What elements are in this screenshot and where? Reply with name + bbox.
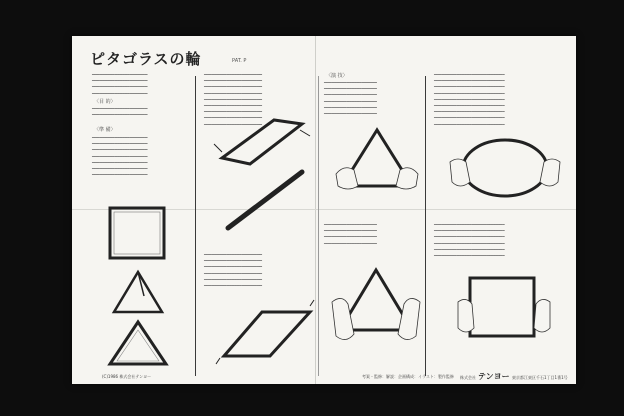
heading-prep: 〈準 備〉 <box>94 127 116 133</box>
heading-demo: 〈演 技〉 <box>326 73 348 79</box>
folded-triangle-figure <box>108 268 168 318</box>
credits: 考案・監修：解説：企画構成：イラスト：製作監修 <box>362 374 454 379</box>
square-frame-figure <box>104 204 174 264</box>
purpose-text: ━━━━━━━━━━━━━━━━━━━━━━ ━━━━━━━━━━━━━━━━━━━━━━ <box>92 106 148 118</box>
hands-holding-triangle-2 <box>330 262 422 352</box>
heading-purpose: 〈目 的〉 <box>94 99 116 105</box>
step2-text: ━━━━━━━━━━━━━━━━━━━━━━━ ━━━━━━━━━━━━━━━━━━━━━━━ ━━━━━━━━━━━━━━━━━━━━━━━ ━━━━━━━━━━━━━━━━━━━━━━━ ━━━━━━━━━━━━━━━━━━━━━━━ ━━━━━━━━━━━━━━━━━━━━━━━ <box>204 252 262 289</box>
instruction-sheet <box>72 36 576 384</box>
prep-text: ━━━━━━━━━━━━━━━━━━━━━━ ━━━━━━━━━━━━━━━━━━━━━━ ━━━━━━━━━━━━━━━━━━━━━━ ━━━━━━━━━━━━━━━━━━━━━━ ━━━━━━━━━━━━━━━━━━━━━━ ━━━━━━━━━━━━━━━━━━━━━━ ━━━━━━━━━━━━━━━━━━━━━━ <box>92 135 148 178</box>
step1-text: ━━━━━━━━━━━━━━━━━━━━━━━ ━━━━━━━━━━━━━━━━━━━━━━━ ━━━━━━━━━━━━━━━━━━━━━━━ ━━━━━━━━━━━━━━━━━━━━━━━ ━━━━━━━━━━━━━━━━━━━━━━━ ━━━━━━━━━━━━━━━━━━━━━━━ ━━━━━━━━━━━━━━━━━━━━━━━ ━━━━━━━━━━━━━━━━━━━━━━━ ━━━━━━━━━━━━━━━━━━━━━━━ <box>204 72 262 127</box>
hands-holding-square <box>456 272 552 352</box>
column-divider-2 <box>425 76 426 376</box>
rod-figure <box>222 166 312 236</box>
page-title: ピタゴラスの輪 <box>90 50 202 68</box>
column-divider-center <box>318 76 319 376</box>
demo-text-1: ━━━━━━━━━━━━━━━━━━━━━ ━━━━━━━━━━━━━━━━━━━━━ ━━━━━━━━━━━━━━━━━━━━━ ━━━━━━━━━━━━━━━━━━━━━ ━━━━━━━━━━━━━━━━━━━━━ ━━━━━━━━━━━━━━━━━━━━━ <box>324 80 377 117</box>
column-divider-1 <box>195 76 196 376</box>
company-prefix: 株式会社 <box>460 375 476 380</box>
hands-holding-circle <box>442 134 568 206</box>
copyright: (C)1986 株式会社テンヨー <box>102 374 152 379</box>
intro-text: ━━━━━━━━━━━━━━━━━━━━━━ ━━━━━━━━━━━━━━━━━━━━━━ ━━━━━━━━━━━━━━━━━━━━━━ ━━━━━━━━━━━━━━━━━━━━━━ <box>92 72 148 96</box>
hands-holding-triangle <box>334 126 420 198</box>
demo-text-2: ━━━━━━━━━━━━━━━━━━━━━ ━━━━━━━━━━━━━━━━━━━━━ ━━━━━━━━━━━━━━━━━━━━━ ━━━━━━━━━━━━━━━━━━━━━ <box>324 222 377 246</box>
step4-text: ━━━━━━━━━━━━━━━━━━━━━━━━━━━━ ━━━━━━━━━━━━━━━━━━━━━━━━━━━━ ━━━━━━━━━━━━━━━━━━━━━━━━━━━━ ━━━━━━━━━━━━━━━━━━━━━━━━━━━━ ━━━━━━━━━━━━━━━━━━━━━━━━━━━━ ━━━━━━━━━━━━━━━━━━━━━━━━━━━━ <box>434 222 505 259</box>
company-logo: テンヨー <box>478 372 510 381</box>
triangle-figure <box>106 318 170 368</box>
company-address: 東京都江東区千石1丁目1番1号 <box>512 375 568 380</box>
rhombus-figure-2 <box>212 298 316 368</box>
step3-text: ━━━━━━━━━━━━━━━━━━━━━━━━━━━━ ━━━━━━━━━━━━━━━━━━━━━━━━━━━━ ━━━━━━━━━━━━━━━━━━━━━━━━━━━━ ━━━━━━━━━━━━━━━━━━━━━━━━━━━━ ━━━━━━━━━━━━━━━━━━━━━━━━━━━━ ━━━━━━━━━━━━━━━━━━━━━━━━━━━━ ━━━━━━━━━━━━━━━━━━━━━━━━━━━━ ━━━━━━━━━━━━━━━━━━━━━━━━━━━━ ━━━━━━━━━━━━━━━━━━━━━━━━━━━━ <box>434 72 505 127</box>
part-label: PAT. P <box>232 58 247 64</box>
rhombus-figure <box>212 114 312 174</box>
